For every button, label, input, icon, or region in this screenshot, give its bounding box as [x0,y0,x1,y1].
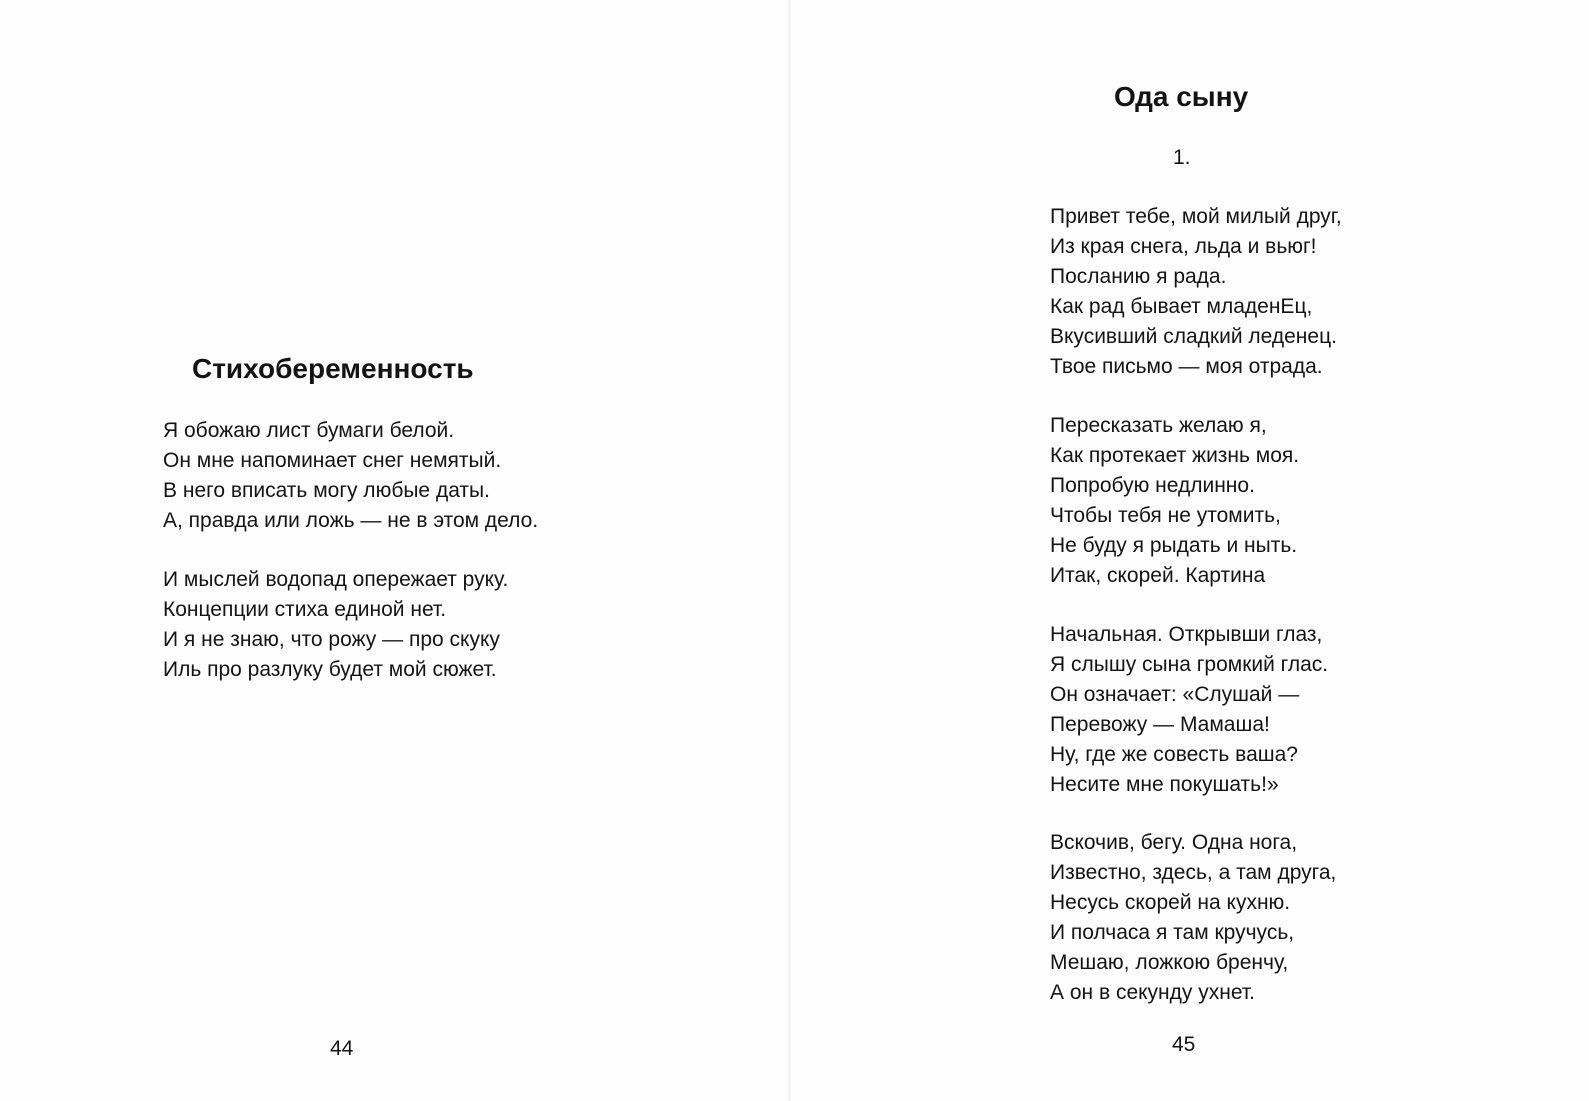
right-stanza-3 [1050,620,1328,800]
right-stanza-1 [1050,202,1342,382]
poem-line: А, правда или ложь — не в этом дело. [163,509,539,532]
poem-line: Вскочив, бегу. Одна нога, [1050,831,1298,854]
left-stanza-2 [163,565,508,685]
poem-line: Я обожаю лист бумаги белой. [163,419,455,442]
section-number: 1. [1173,146,1191,169]
poem-line: Как рад бывает младенЕц, [1050,295,1313,318]
poem-line: Привет тебе, мой милый друг, [1050,205,1342,228]
left-poem-title: Стихобеременность [192,353,474,384]
poem-line: Он мне напоминает снег немятый. [163,449,502,472]
right-poem-title: Ода сыну [1114,81,1249,112]
poem-line: Я слышу сына громкий глас. [1050,653,1329,676]
left-page [0,0,790,1101]
left-stanza-1 [163,416,538,536]
poem-line: Пересказать желаю я, [1050,414,1267,437]
right-page [790,0,1589,1101]
right-stanza-2 [1050,411,1299,591]
poem-line: Начальная. Открывши глаз, [1050,623,1323,646]
poem-line: В него вписать могу любые даты. [163,479,490,502]
poem-line: А он в секунду ухнет. [1050,981,1255,1004]
poem-line: Иль про разлуку будет мой сюжет. [163,658,497,681]
poem-line: Попробую недлинно. [1050,474,1255,497]
poem-line: Концепции стиха единой нет. [163,598,447,621]
poem-line: Не буду я рыдать и ныть. [1050,534,1298,557]
poem-line: Чтобы тебя не утомить, [1050,504,1281,527]
poem-line: Известно, здесь, а там друга, [1050,861,1337,884]
poem-line: Вкусивший сладкий леденец. [1050,325,1337,348]
poem-line: И полчаса я там кручусь, [1050,921,1295,944]
poem-line: Несусь скорей на кухню. [1050,891,1291,914]
poem-line: Ну, где же совесть ваша? [1050,743,1298,766]
poem-line: Из края снега, льда и вьюг! [1050,235,1317,258]
poem-line: И мыслей водопад опережает руку. [163,568,509,591]
right-stanza-4 [1050,828,1336,1008]
right-page-number: 45 [1172,1033,1196,1056]
poem-line: Он означает: «Слушай — [1050,683,1300,706]
left-page-number: 44 [330,1037,354,1060]
poem-line: Итак, скорей. Картина [1050,564,1266,587]
poem-line: Перевожу — Мамаша! [1050,713,1270,736]
poem-line: Несите мне покушать!» [1050,773,1279,796]
poem-line: Посланию я рада. [1050,265,1227,288]
poem-line: Мешаю, ложкою бренчу, [1050,951,1289,974]
poem-line: Как протекает жизнь моя. [1050,444,1300,467]
poem-line: И я не знаю, что рожу — про скуку [163,628,500,651]
poem-line: Твое письмо — моя отрада. [1050,355,1323,378]
